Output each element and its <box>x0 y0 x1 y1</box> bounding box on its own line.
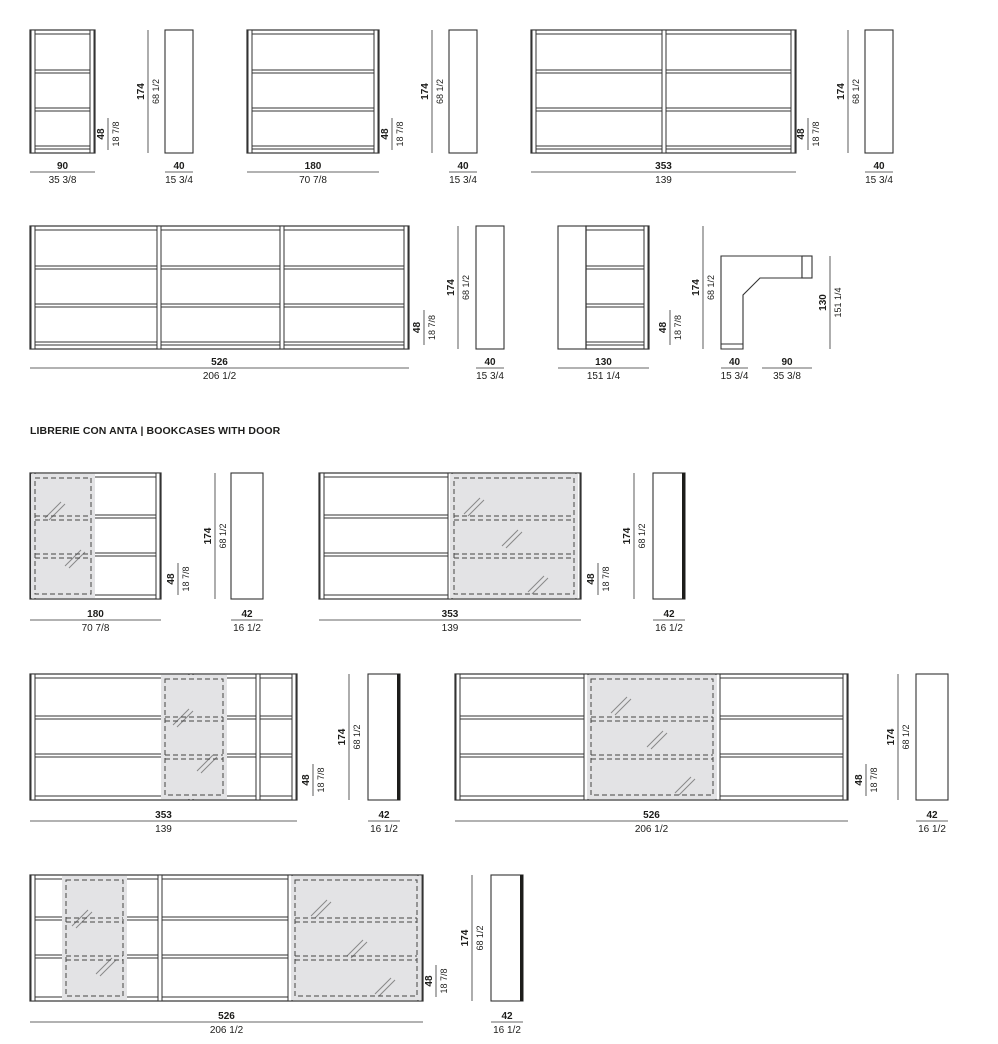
glass-door-right <box>291 876 421 1000</box>
side-view-b <box>449 30 477 153</box>
height-c-label: 174 <box>836 83 847 100</box>
depth-a-label: 48 <box>96 128 107 140</box>
side-view-i <box>916 674 948 800</box>
height-d-label: 174 <box>446 279 457 296</box>
upright-post <box>158 875 162 1001</box>
height-i-inch-label: 68 1/2 <box>901 724 911 750</box>
door-edge <box>520 875 523 1001</box>
bookcase-526 <box>30 226 409 349</box>
depth-d-label: 48 <box>412 321 423 334</box>
upright-post <box>31 674 35 800</box>
side-depth-d-inch-label: 15 3/4 <box>476 371 504 382</box>
depth-d-inch-label: 18 7/8 <box>427 314 437 341</box>
upright-post <box>31 226 35 349</box>
upright-post <box>292 674 296 800</box>
depth-e-label: 48 <box>658 321 669 334</box>
depth-h-inch-label: 18 7/8 <box>316 767 326 793</box>
upright-post <box>90 30 94 153</box>
height-e-inch-label: 68 1/2 <box>706 274 716 301</box>
side-view-f <box>231 473 263 599</box>
upright-post <box>31 30 35 153</box>
height-f-inch-label: 68 1/2 <box>218 523 228 549</box>
glass-door-526 <box>587 675 717 799</box>
height-j-inch-label: 68 1/2 <box>475 925 485 951</box>
side-depth-j-inch-label: 16 1/2 <box>493 1025 521 1036</box>
side-depth-h-inch-label: 16 1/2 <box>370 824 398 835</box>
height-e-label: 174 <box>691 279 702 296</box>
door-width-353-label: 353 <box>441 609 459 620</box>
depth-f-label: 48 <box>166 573 177 585</box>
side-depth-b-label: 40 <box>457 161 469 172</box>
depth-a-inch-label: 18 7/8 <box>111 121 121 147</box>
upright-post <box>157 226 161 349</box>
depth-c-inch-label: 18 7/8 <box>811 121 821 147</box>
depth-b-inch-label: 18 7/8 <box>395 121 405 147</box>
side-depth-h-label: 42 <box>378 810 390 821</box>
door-width-526b-inch-label: 206 1/2 <box>209 1025 244 1036</box>
side-depth-a-inch-label: 15 3/4 <box>165 175 193 186</box>
corner-width-inch-label: 35 3/8 <box>773 371 801 382</box>
width-130-inch-label: 151 1/4 <box>586 371 621 382</box>
depth-b-label: 48 <box>380 128 391 140</box>
side-view-h <box>368 674 400 800</box>
corner-unit <box>721 256 802 349</box>
width-526-label: 526 <box>211 357 228 368</box>
door-edge <box>397 674 400 800</box>
side-depth-g-inch-label: 16 1/2 <box>655 623 683 634</box>
door-width-526-inch-label: 206 1/2 <box>634 824 669 835</box>
glass-door-left <box>62 876 127 1000</box>
side-view-g <box>653 473 685 599</box>
side-depth-f-inch-label: 16 1/2 <box>233 623 261 634</box>
glass-door-180 <box>31 474 95 598</box>
upright-post <box>31 875 35 1001</box>
height-f-label: 174 <box>203 527 214 545</box>
section-title: LIBRERIE CON ANTA | BOOKCASES WITH DOOR <box>30 425 281 437</box>
upright-post <box>843 674 847 800</box>
side-view-c <box>865 30 893 153</box>
width-353-inch-label: 139 <box>655 175 672 186</box>
upright-post <box>456 674 460 800</box>
height-g-label: 174 <box>622 527 633 545</box>
height-a-label: 174 <box>136 83 147 100</box>
height-g-inch-label: 68 1/2 <box>637 523 647 549</box>
side-depth-a-label: 40 <box>173 161 185 172</box>
upright-post <box>156 473 160 599</box>
width-90-inch-label: 35 3/8 <box>48 175 77 186</box>
depth-j-inch-label: 18 7/8 <box>439 968 449 994</box>
door-width-353-inch-label: 139 <box>441 623 459 634</box>
upright-post <box>256 674 260 800</box>
upright-post <box>320 473 324 599</box>
end-panel <box>558 226 586 349</box>
door-width-526-label: 526 <box>643 810 660 821</box>
glass-door-353b <box>161 675 227 799</box>
upright-post <box>791 30 795 153</box>
door-width-180-inch-label: 70 7/8 <box>81 623 110 634</box>
height-j-label: 174 <box>460 929 471 947</box>
corner-end <box>802 256 812 278</box>
upright-post <box>644 226 648 349</box>
upright-post <box>532 30 536 153</box>
bookcase-90 <box>30 30 95 153</box>
depth-e-inch-label: 18 7/8 <box>673 314 683 341</box>
upright-post <box>374 30 378 153</box>
height-a-inch-label: 68 1/2 <box>151 78 161 105</box>
side-depth-b-inch-label: 15 3/4 <box>449 175 477 186</box>
depth-c-label: 48 <box>796 128 807 140</box>
side-view-a <box>165 30 193 153</box>
depth-g-inch-label: 18 7/8 <box>601 566 611 592</box>
width-180-inch-label: 70 7/8 <box>299 175 327 186</box>
side-depth-c-label: 40 <box>873 161 885 172</box>
corner-length-inch-label: 151 1/4 <box>833 287 843 318</box>
corner-length-label: 130 <box>818 294 829 311</box>
height-b-inch-label: 68 1/2 <box>435 78 445 105</box>
height-b-label: 174 <box>420 83 431 100</box>
door-width-353b-inch-label: 139 <box>155 824 172 835</box>
side-view-j <box>491 875 523 1001</box>
width-526-inch-label: 206 1/2 <box>202 371 237 382</box>
upright-post <box>404 226 408 349</box>
depth-i-inch-label: 18 7/8 <box>869 767 879 793</box>
height-h-inch-label: 68 1/2 <box>352 724 362 750</box>
depth-j-label: 48 <box>424 975 435 987</box>
side-view-d <box>476 226 504 349</box>
width-90-label: 90 <box>56 161 69 172</box>
side-depth-d-label: 40 <box>484 357 496 368</box>
door-width-353b-label: 353 <box>155 810 172 821</box>
door-width-526b-label: 526 <box>218 1011 235 1022</box>
side-depth-c-inch-label: 15 3/4 <box>865 175 893 186</box>
bookcase-180 <box>247 30 379 153</box>
corner-depth-inch-label: 15 3/4 <box>720 371 749 382</box>
height-i-label: 174 <box>886 728 897 746</box>
corner-width-label: 90 <box>781 357 793 368</box>
height-c-inch-label: 68 1/2 <box>851 78 861 105</box>
upright-post <box>662 30 666 153</box>
bookcase-130 <box>586 226 649 349</box>
upright-post <box>280 226 284 349</box>
depth-f-inch-label: 18 7/8 <box>181 566 191 592</box>
glass-door-353 <box>450 474 578 598</box>
side-depth-g-label: 42 <box>663 609 675 620</box>
height-h-label: 174 <box>337 728 348 746</box>
side-depth-i-inch-label: 16 1/2 <box>918 824 946 835</box>
width-353-label: 353 <box>655 161 672 172</box>
depth-i-label: 48 <box>854 774 865 786</box>
width-180-label: 180 <box>304 161 322 172</box>
corner-depth-label: 40 <box>728 357 741 368</box>
side-depth-i-label: 42 <box>926 810 938 821</box>
depth-g-label: 48 <box>586 573 597 585</box>
height-d-inch-label: 68 1/2 <box>461 274 471 301</box>
side-depth-f-label: 42 <box>241 609 253 620</box>
upright-post <box>248 30 252 153</box>
door-width-180-label: 180 <box>87 609 104 620</box>
width-130-label: 130 <box>595 357 612 368</box>
side-depth-j-label: 42 <box>501 1011 513 1022</box>
door-edge <box>682 473 685 599</box>
depth-h-label: 48 <box>301 774 312 786</box>
